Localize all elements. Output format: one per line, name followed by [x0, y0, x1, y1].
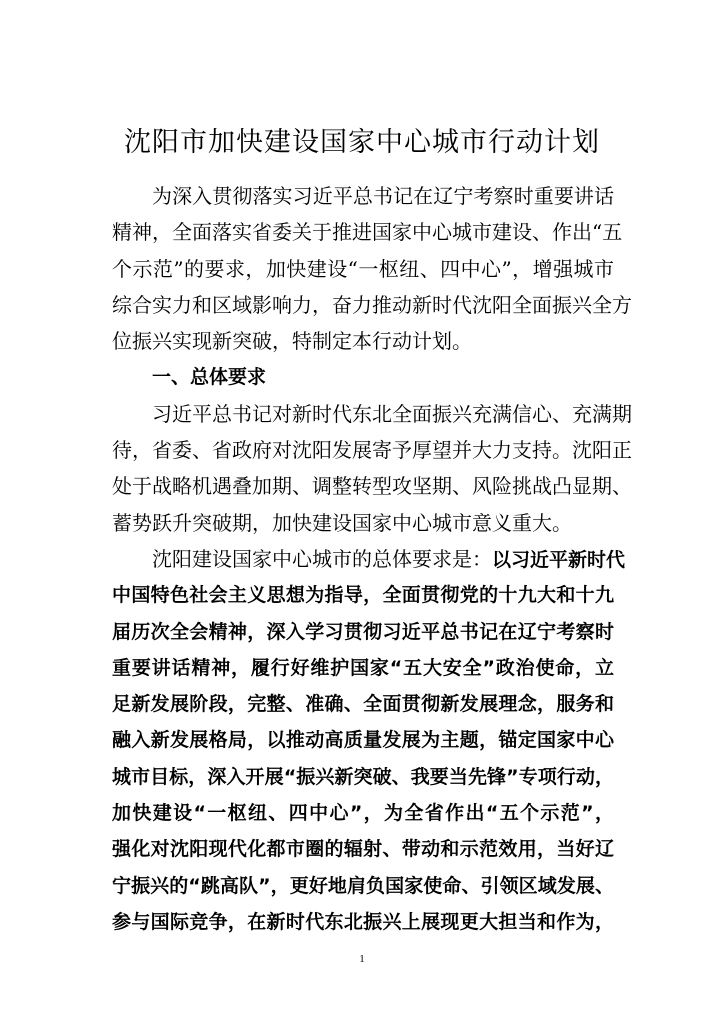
- paragraph-line: 城市目标，深入开展“振兴新突破、我要当先锋”专项行动，: [112, 765, 614, 788]
- text-span: 沈阳建设国家中心城市的总体要求是：: [152, 546, 492, 571]
- document-body: [112, 178, 632, 940]
- paragraph-line: 宁振兴的“跳高队”，更好地肩负国家使命、引领区域发展、: [112, 874, 614, 897]
- document-title: 沈阳市加快建设国家中心城市行动计划: [124, 127, 600, 158]
- emphasized-text: 以习近平新时代: [492, 548, 626, 571]
- paragraph-line: 蓄势跃升突破期，加快建设国家中心城市意义重大。: [112, 510, 572, 535]
- paragraph-line: 足新发展阶段，完整、准确、全面贯彻新发展理念，服务和: [112, 693, 614, 716]
- paragraph-line: 处于战略机遇叠加期、调整转型攻坚期、风险挑战凸显期、: [112, 474, 632, 499]
- paragraph-line: 位振兴实现新突破，特制定本行动计划。: [112, 329, 472, 354]
- paragraph-line: 融入新发展格局，以推动高质量发展为主题，锚定国家中心: [112, 729, 614, 752]
- paragraph-line: 习近平总书记对新时代东北全面振兴充满信心、充满期: [152, 401, 632, 426]
- paragraph-line: 届历次全会精神，深入学习贯彻习近平总书记在辽宁考察时: [112, 620, 614, 643]
- paragraph-line: 精神，全面落实省委关于推进国家中心城市建设、作出“五: [112, 220, 623, 245]
- page-number: 1: [359, 953, 365, 965]
- paragraph-line: 个示范”的要求，加快建设“一枢纽、四中心”，增强城市: [112, 256, 614, 281]
- paragraph-line: 强化对沈阳现代化都市圈的辐射、带动和示范效用，当好辽: [112, 838, 614, 861]
- paragraph-line: 重要讲话精神，履行好维护国家“五大安全”政治使命，立: [112, 656, 614, 679]
- paragraph-line: 加快建设“一枢纽、四中心”，为全省作出“五个示范”，: [112, 802, 614, 825]
- paragraph-line: 参与国际竞争，在新时代东北振兴上展现更大担当和作为，: [112, 910, 614, 933]
- paragraph-line: 中国特色社会主义思想为指导，全面贯彻党的十九大和十九: [112, 584, 614, 607]
- paragraph-line: 待，省委、省政府对沈阳发展寄予厚望并大力支持。沈阳正: [112, 438, 632, 463]
- paragraph-line: 为深入贯彻落实习近平总书记在辽宁考察时重要讲话: [152, 184, 614, 208]
- paragraph-line: 综合实力和区域影响力，奋力推动新时代沈阳全面振兴全方: [112, 292, 632, 317]
- paragraph-line: [112, 541, 626, 577]
- section-heading: 一、总体要求: [152, 366, 267, 389]
